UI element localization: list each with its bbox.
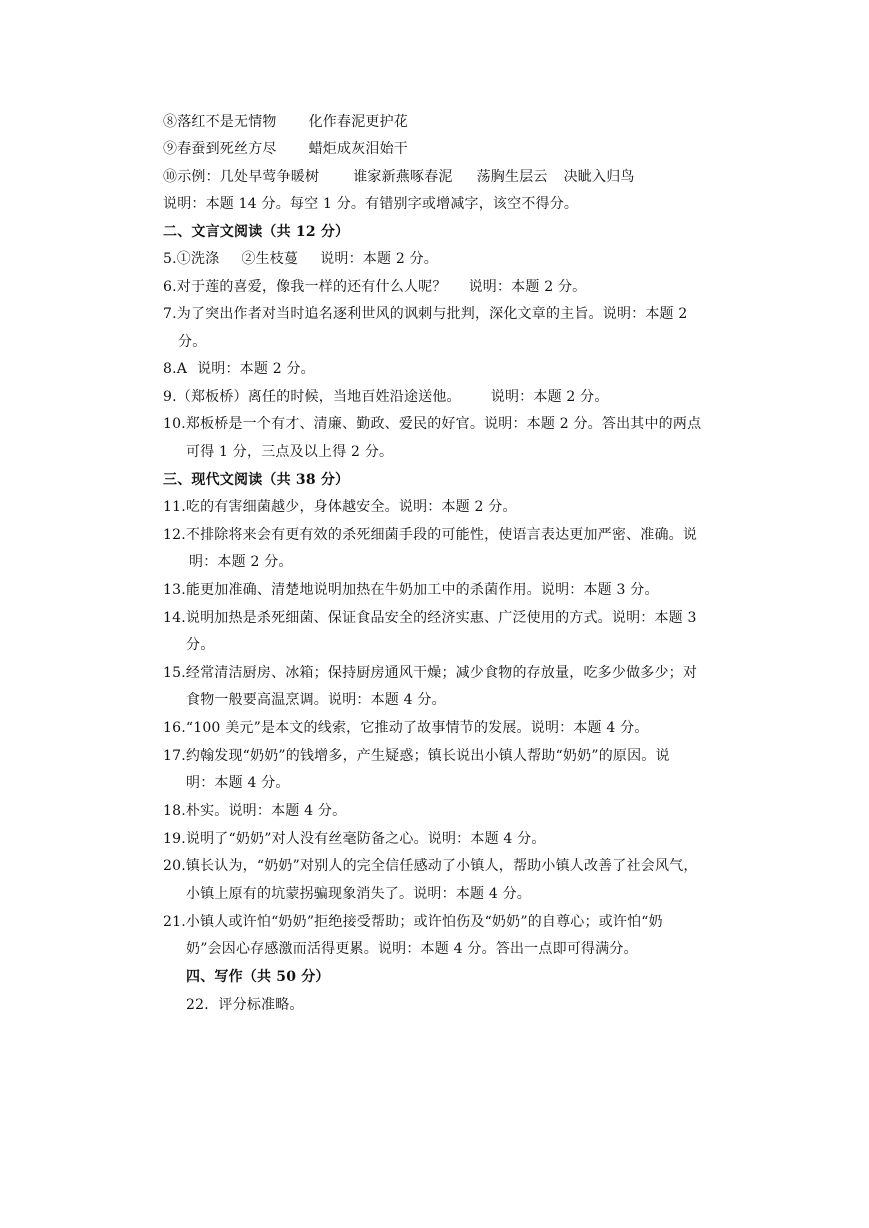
answer-q17-line2: 明：本题 4 分。 xyxy=(186,775,290,791)
answer-q13: 13.能更加准确、清楚地说明加热在牛奶加工中的杀菌作用。说明：本题 3 分。 xyxy=(163,582,659,598)
answer-q20-line1: 20.镇长认为，“奶奶”对别人的完全信任感动了小镇人，帮助小镇人改善了社会风气， xyxy=(163,858,698,874)
answer-q12-line1: 12.不排除将来会有更有效的杀死细菌手段的可能性，使语言表达更加严密、准确。说 xyxy=(163,527,698,543)
line10-part-c: 荡胸生层云 xyxy=(476,169,548,185)
answer-q21-line2: 奶”会因心存感激而活得更累。说明：本题 4 分。答出一点即可得满分。 xyxy=(186,941,638,957)
line10-part-d: 决眦入归鸟 xyxy=(563,169,635,185)
answer-q20-line2: 小镇上原有的坑蒙拐骗现象消失了。说明：本题 4 分。 xyxy=(186,886,532,902)
section3-heading: 三、现代文阅读（共 38 分） xyxy=(163,472,350,488)
answer-q5 xyxy=(0,249,869,269)
answer-q10-line2: 可得 1 分，三点及以上得 2 分。 xyxy=(186,444,394,460)
line10-part-b: 谁家新燕啄春泥 xyxy=(353,169,453,185)
answer-q11: 11.吃的有害细菌越少，身体越安全。说明：本题 2 分。 xyxy=(163,499,517,515)
answer-line-9 xyxy=(0,139,869,159)
answer-q15-line1: 15.经常清洁厨房、冰箱；保持厨房通风干燥；减少食物的存放量，吃多少做多少；对 xyxy=(163,665,698,681)
line9-part-a: ⑨春蚕到死丝方尽 xyxy=(163,141,277,157)
line9-part-b: 蜡炬成灰泪始干 xyxy=(308,141,409,157)
answer-q9 xyxy=(0,387,869,407)
answer-line-8 xyxy=(0,112,869,132)
answer-q7-line2: 分。 xyxy=(178,334,207,350)
q5-note: 说明：本题 2 分。 xyxy=(320,251,438,267)
answer-q19: 19.说明了“奶奶”对人没有丝毫防备之心。说明：本题 4 分。 xyxy=(163,831,546,847)
answer-q6 xyxy=(0,277,869,297)
answer-q16: 16.“100 美元”是本文的线索，它推动了故事情节的发展。说明：本题 4 分。 xyxy=(163,720,649,736)
q6-answer: 6.对于莲的喜爱，像我一样的还有什么人呢？ xyxy=(163,279,447,295)
answer-q10-line1: 10.郑板桥是一个有才、清廉、勤政、爱民的好官。说明：本题 2 分。答出其中的两点 xyxy=(163,416,702,432)
answer-q7-line1: 7.为了突出作者对当时追名逐利世风的讽刺与批判，深化文章的主旨。说明：本题 2 xyxy=(163,306,688,322)
section4-heading: 四、写作（共 50 分） xyxy=(186,969,330,985)
line8-part-b: 化作春泥更护花 xyxy=(308,114,409,130)
answer-q17-line1: 17.约翰发现“奶奶”的钱增多，产生疑惑；镇长说出小镇人帮助“奶奶”的原因。说 xyxy=(163,748,670,764)
q5-part-b: ②生枝蔓 xyxy=(241,251,299,267)
answer-q15-line2: 食物一般要高温烹调。说明：本题 4 分。 xyxy=(186,692,446,708)
answer-q21-line1: 21.小镇人或许怕“奶奶”拒绝接受帮助；或许怕伤及“奶奶”的自尊心；或许怕“奶 xyxy=(163,914,663,930)
q8-note: 说明：本题 2 分。 xyxy=(197,361,315,377)
answer-q14-line2: 分。 xyxy=(186,637,215,653)
q8-answer: 8.A xyxy=(163,361,188,377)
section2-heading: 二、文言文阅读（共 12 分） xyxy=(163,224,350,240)
answer-line-10 xyxy=(0,167,869,187)
line10-part-a: ⑩示例：几处早莺争暖树 xyxy=(163,169,320,185)
answer-q22: 22．评分标准略。 xyxy=(186,997,304,1013)
answer-q8 xyxy=(0,359,869,379)
q9-answer: 9.（郑板桥）离任的时候，当地百姓沿途送他。 xyxy=(163,389,461,405)
answer-q14-line1: 14.说明加热是杀死细菌、保证食品安全的经济实惠、广泛使用的方式。说明：本题 3 xyxy=(163,610,697,626)
q6-note: 说明：本题 2 分。 xyxy=(468,279,587,295)
line8-part-a: ⑧落红不是无情物 xyxy=(163,114,277,130)
section1-note: 说明：本题 14 分。每空 1 分。有错别字或增减字，该空不得分。 xyxy=(163,196,579,212)
q9-note: 说明：本题 2 分。 xyxy=(490,389,609,405)
q5-part-a: 5.①洗涤 xyxy=(163,251,220,267)
answer-q18: 18.朴实。说明：本题 4 分。 xyxy=(163,803,347,819)
answer-q12-line2: 明：本题 2 分。 xyxy=(189,554,293,570)
